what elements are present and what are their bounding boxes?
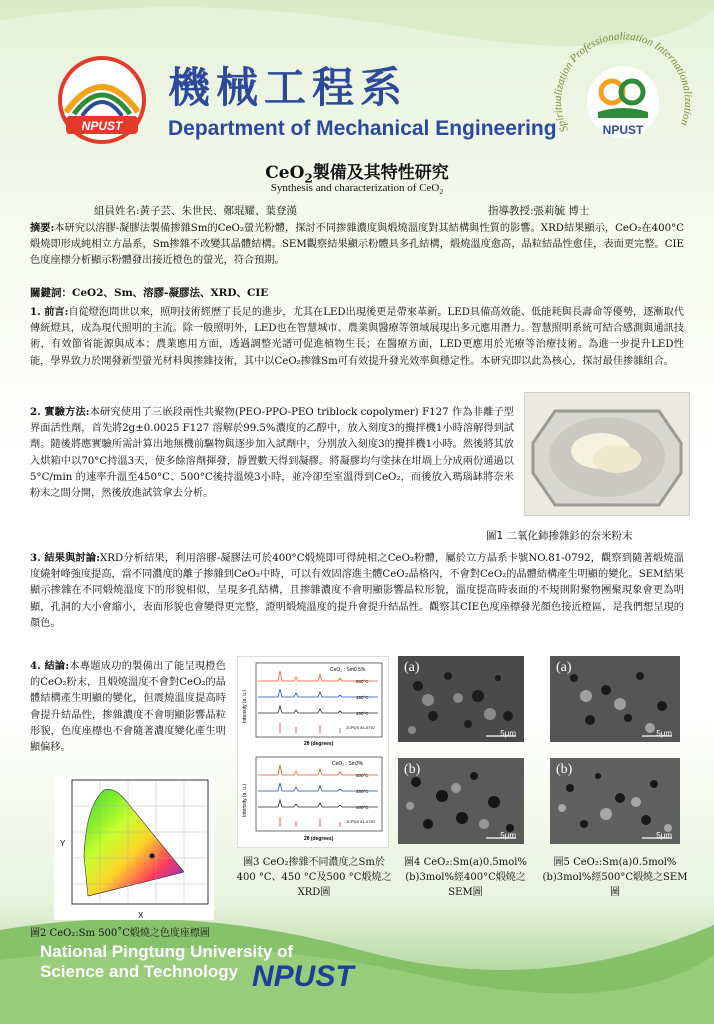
conclusion-label: 4. 結論: — [30, 660, 70, 672]
figure1-caption: 圖1 二氧化鈰掺雜釤的奈米粉末 — [486, 530, 633, 542]
figure2-caption: 圖2 CeO₂:Sm 500˚C煅燒之色度座標圖 — [30, 928, 210, 939]
department-name-en: Department of Mechanical Engineering — [168, 117, 557, 140]
cie-xlabel: X — [138, 911, 144, 920]
method-label: 2. 實驗方法: — [30, 406, 90, 418]
conclusion-text: 本專題成功的製備出了能呈現橙色的CeO₂粉末，且煅燒溫度不會對CeO₂的晶體結構產生明顯的變化，但震燒溫度提高時會提升結晶性，掺雜濃度不會明顯影響晶粒形貌，色度座標也不會隨著濃度變化產生明顯偏移。 — [30, 661, 227, 754]
sem-label-a: (a) — [404, 660, 420, 675]
npust-logo-left — [46, 52, 158, 148]
figure3-xrd-chart — [237, 656, 389, 848]
sem-scale: 5μm — [656, 729, 672, 738]
figure5-sem-b — [550, 758, 680, 844]
department-name-zh: 機械工程系 — [168, 63, 409, 112]
intro-section — [30, 304, 684, 370]
svg-text:500°C: 500°C — [356, 679, 369, 684]
method-text: 本研究使用了三嵌段兩性共聚物(PEO-PPO-PEO triblock copolymer) F127 作為非離子型界面活性劑，首先將2g±0.0025 F127 溶解於99.5%濃度的乙醇中，放入刻度3的攪拌機1小時溶解得到試劑。隨後將應實驗所需計算出地無機前驅物與逐步加入試劑中，分別放入刻度3的攪拌機1小時。然後將其放入烘箱中以70°C持溫3天，使多餘溶劑揮發，靜置數天得到凝膠。將凝膠均勻塗抹在坩堝上分成兩份通過以5°C/min 的速率升溫至450°C、500°C後持溫燒3小時，並冷卻至室溫得到CeO₂，而後放入瑪瑙缽將奈米粉末之間分開，然後放進試管拿去分析。 — [30, 407, 514, 500]
advisor: 指導教授:張莉毓 博士 — [488, 205, 590, 217]
sem-scale: 5μm — [500, 831, 516, 840]
keywords: 關鍵詞：CeO2、Sm、溶膠-凝膠法、XRD、CIE — [30, 287, 269, 299]
xrd-bottom-panel — [242, 757, 382, 842]
xrd-top-panel — [242, 663, 382, 747]
svg-text:Intensity (a. u.): Intensity (a. u.) — [242, 689, 248, 723]
results-section — [30, 550, 684, 632]
figure5-sem-a — [550, 656, 680, 742]
svg-text:2θ (degrees): 2θ (degrees) — [304, 836, 334, 842]
method-section — [30, 404, 514, 502]
svg-text:JCPDS 81-0792: JCPDS 81-0792 — [346, 819, 375, 824]
figure5-caption: 圖5 CeO₂:Sm(a)0.5mol% (b)3mol%經500°C煅燒之SEM圖 — [542, 857, 688, 898]
svg-text:JCPDS 81-0792: JCPDS 81-0792 — [346, 725, 375, 730]
team-members: 組員姓名:黃子芸、朱世民、鄭琨耀、葉登漢 — [94, 205, 298, 217]
figure3-caption: 圖3 CeO₂掺雜不同濃度之Sm於400 °C、450 °C及500 °C煅燒之XRD圖 — [236, 857, 392, 898]
figure4-sem-b — [398, 758, 524, 844]
poster-title: CeO$_2$製備及其特性研究 — [265, 163, 449, 186]
svg-text:400°C: 400°C — [356, 711, 369, 716]
intro-text: 自從燈泡問世以來，照明技術經歷了長足的進步，尤其在LED出現後更是帶來革新。LED具備高效能、低能耗與長壽命等優勢，逐漸取代傳統燈具，成為現代照明的主流。除一般照明外，LED也在智慧城市、農業與醫療等領域展現出多元應用潛力。智慧照明系統可結合感測與通訊技術，有效節省能源與成本；農業應用方面，透過調整光譜可促進植物生長；在醫療方面，LED更應用於光療等治療技術。為進一步提升LED性能，學界致力於開發新型螢光材料與掺雜技術，其中以CeO₂掺雜Sm可有效提升發光效率與穩定性。本研究即以此為核心，探討最佳掺雜組合。 — [30, 307, 684, 367]
figure2-cie-diagram — [54, 776, 214, 920]
results-text: XRD分析結果，利用溶膠-凝膠法可於400°C煅燒即可得純相之CeO₂粉體，屬於立方晶系卡號NO.81-0792，觀察到隨著煅燒溫度繞射峰強度提高，當不同濃度的離子掺雜到CeO₂中時，可以有效固溶進主體CeO₂晶格內，不會對CeO₂的晶體結構產生明顯的變化。SEM結果顯示掺雜在不同煅燒溫度下的形貌相似，呈現多孔結構，且掺雜濃度不會明顯影響晶粒形貌，溫度提高時表面的不規則附聚物團聚現象會更為明顯，孔洞的大小會縮小，表面形貌也會變得更完整，證明煅燒溫度的提升會提升結晶性。觀察其CIE色度座標發光顏色接近橙區，是我們想呈現的顏色。 — [30, 553, 684, 629]
cie-ylabel: Y — [60, 839, 66, 848]
footer-npust-logo: NPUST — [252, 960, 354, 993]
intro-label: 1. 前言: — [30, 306, 69, 318]
abstract-section — [30, 220, 684, 270]
sem-scale: 5μm — [500, 729, 516, 738]
svg-text:500°C: 500°C — [356, 773, 369, 778]
figure1-powder-photo — [524, 392, 690, 516]
poster-subtitle: Synthesis and characterization of CeO$_2$ — [270, 182, 444, 197]
abstract-text: 本研究以溶膠-凝膠法製備掺雜Sm的CeO₂螢光粉體，探討不同掺雜濃度與煅燒溫度對其結構與性質的影響。XRD結果顯示，CeO₂在400°C煅燒即形成純相立方晶系，Sm掺雜不改變其晶體結構。SEM觀察結果顯示粉體具多孔結構，煅燒溫度愈高，晶粒結晶性愈佳，表面更完整。CIE色度座標分析顯示粉體發出接近橙色的螢光，符合預期。 — [30, 223, 684, 267]
results-label: 3. 結果與討論: — [30, 552, 101, 564]
svg-text:450°C: 450°C — [356, 789, 369, 794]
sem-label-b: (b) — [404, 762, 421, 777]
logo-arc-text: Spiritualization Professionalization Internationalization — [551, 30, 695, 134]
sem-scale: 5μm — [656, 831, 672, 840]
sem-label-a: (a) — [556, 660, 572, 675]
logo-left-text: NPUST — [81, 119, 123, 133]
figure4-caption: 圖4 CeO₂:Sm(a)0.5mol% (b)3mol%經400°C煅燒之SEM圖 — [404, 857, 527, 898]
svg-text:Intensity (a. u.): Intensity (a. u.) — [242, 783, 248, 817]
npust-logo-right — [548, 20, 698, 168]
abstract-label: 摘要: — [30, 222, 55, 234]
conclusion-section — [30, 658, 226, 756]
footer-university-name: National Pingtung University of Science and Technology — [40, 942, 294, 981]
svg-text:400°C: 400°C — [356, 805, 369, 810]
svg-text:CeO₂ : Sm3%: CeO₂ : Sm3% — [332, 761, 364, 767]
svg-text:450°C: 450°C — [356, 695, 369, 700]
figure4-sem-a — [398, 656, 524, 742]
logo-right-text: NPUST — [602, 123, 644, 137]
svg-text:2θ (degrees): 2θ (degrees) — [304, 741, 334, 747]
sem-label-b: (b) — [556, 762, 573, 777]
svg-text:CeO₂ : Sm0.5%: CeO₂ : Sm0.5% — [330, 667, 366, 673]
